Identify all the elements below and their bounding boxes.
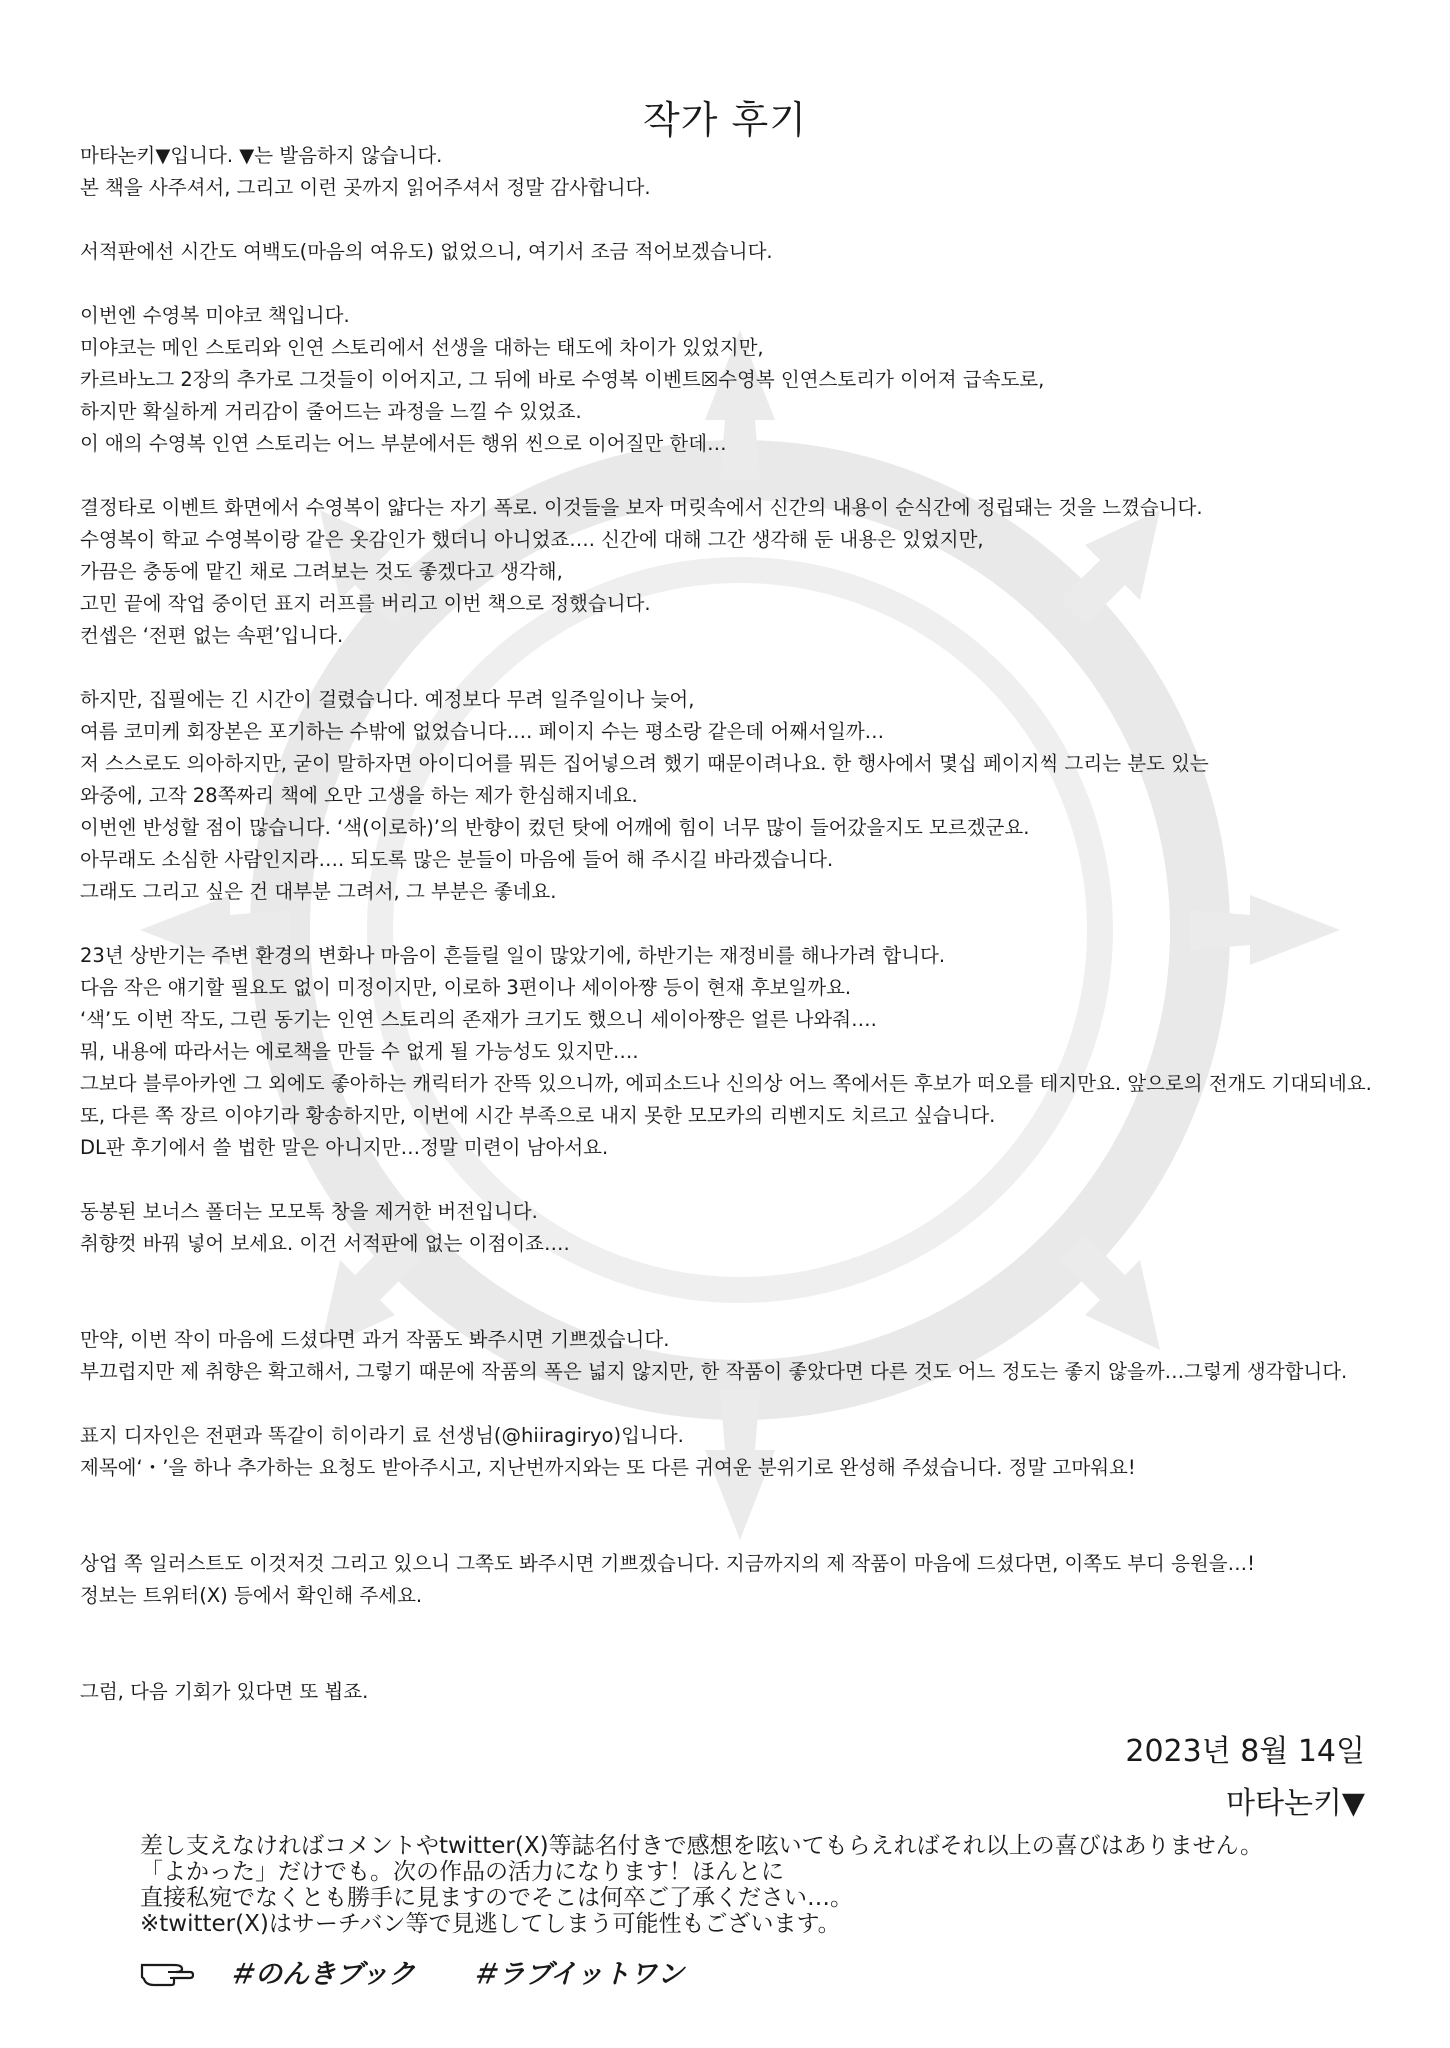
text-line: 동봉된 보너스 폴더는 모모톡 창을 제거한 버전입니다. — [80, 1200, 538, 1223]
text-line: 컨셉은 ‘전편 없는 속편’입니다. — [80, 624, 344, 647]
text-line: 상업 쪽 일러스트도 이것저것 그리고 있으니 그쪽도 봐주시면 기쁘겠습니다. 지금까지의 제 작품이 마음에 드셨다면, 이쪽도 부디 응원을…! — [80, 1552, 1255, 1575]
text-line: 저 스스로도 의아하지만, 굳이 말하자면 아이디어를 뭐든 집어넣으려 했기 때문이려나요. 한 행사에서 몇십 페이지씩 그리는 분도 있는 — [80, 752, 1209, 775]
text-line: 하지만, 집필에는 긴 시간이 걸렸습니다. 예정보다 무려 일주일이나 늦어, — [80, 688, 695, 711]
note-line: ※twitter(X)はサーチバン等で見逃してしまう可能性もございます。 — [140, 1911, 841, 1937]
text-line: 아무래도 소심한 사람인지라…. 되도록 많은 분들이 마음에 들어 해 주시길 바라겠습니다. — [80, 848, 834, 871]
paragraph — [80, 300, 1400, 460]
text-line: 결정타로 이벤트 화면에서 수영복이 얇다는 자기 폭로. 이것들을 보자 머릿속에서 신간의 내용이 순식간에 정립돼는 것을 느꼈습니다. — [80, 496, 1203, 519]
text-line: 또, 다른 쪽 장르 이야기라 황송하지만, 이번에 시간 부족으로 내지 못한 모모카의 리벤지도 치르고 싶습니다. — [80, 1104, 996, 1127]
paragraph — [80, 940, 1400, 1164]
text-line: ‘색’도 이번 작도, 그린 동기는 인연 스토리의 존재가 크기도 했으니 세이아쨩은 얼른 나와줘…. — [80, 1008, 877, 1031]
text-line: 이 애의 수영복 인연 스토리는 어느 부분에서든 행위 씬으로 이어질만 한데… — [80, 432, 727, 455]
note-line: 「よかった」だけでも。次の作品の活力になります！ほんとに — [140, 1859, 784, 1885]
text-line: 이번엔 수영복 미야코 책입니다. — [80, 304, 350, 327]
note-line: 差し支えなければコメントやtwitter(X)等誌名付きで感想を呟いてもらえればそれ以上の喜びはありません。 — [140, 1833, 1263, 1859]
paragraph — [80, 140, 1400, 204]
text-line: DL판 후기에서 쓸 법한 말은 아니지만…정말 미련이 남아서요. — [80, 1136, 609, 1159]
text-line: 정보는 트위터(X) 등에서 확인해 주세요. — [80, 1584, 423, 1607]
text-line: 하지만 확실하게 거리감이 줄어드는 과정을 느낄 수 있었죠. — [80, 400, 582, 423]
pointing-hand-icon — [140, 1957, 194, 1987]
text-line: 가끔은 충동에 맡긴 채로 그려보는 것도 좋겠다고 생각해, — [80, 560, 563, 583]
text-line: 본 책을 사주셔서, 그리고 이런 곳까지 읽어주셔서 정말 감사합니다. — [80, 176, 651, 199]
hashtag-link[interactable]: ＃のんきブック — [228, 1959, 416, 1990]
text-line: 다음 작은 얘기할 필요도 없이 미정이지만, 이로하 3편이나 세이아쨩 등이 현재 후보일까요. — [80, 976, 852, 999]
paragraph — [80, 684, 1400, 908]
text-line: 마타논키▼입니다. ▼는 발음하지 않습니다. — [80, 144, 443, 167]
hashtag-row — [140, 1952, 706, 1991]
text-line: 그보다 블루아카엔 그 외에도 좋아하는 캐릭터가 잔뜩 있으니까, 에피소드나 신의상 어느 쪽에서든 후보가 떠오를 테지만요. 앞으로의 전개도 기대되네요. — [80, 1072, 1372, 1095]
text-line: 부끄럽지만 제 취향은 확고해서, 그렇기 때문에 작품의 폭은 넓지 않지만, 한 작품이 좋았다면 다른 것도 어느 정도는 좋지 않을까…그렇게 생각합니다. — [80, 1360, 1348, 1383]
text-line: 미야코는 메인 스토리와 인연 스토리에서 선생을 대하는 태도에 차이가 있었지만, — [80, 336, 764, 359]
paragraph — [80, 1548, 1400, 1612]
page-title: 작가 후기 — [643, 98, 807, 143]
text-line: 만약, 이번 작이 마음에 드셨다면 과거 작품도 봐주시면 기쁘겠습니다. — [80, 1328, 670, 1351]
author-name: 마타논키▼ — [1226, 1786, 1365, 1821]
paragraph — [80, 1420, 1400, 1484]
text-line: 제목에‘・’을 하나 추가하는 요청도 받아주시고, 지난번까지와는 또 다른 귀여운 분위기로 완성해 주셨습니다. 정말 고마워요! — [80, 1456, 1136, 1479]
paragraph — [80, 1324, 1400, 1388]
text-line: 23년 상반기는 주변 환경의 변화나 마음이 흔들릴 일이 많았기에, 하반기는 재정비를 해나가려 합니다. — [80, 944, 946, 967]
paragraph — [80, 1676, 1400, 1708]
paragraph — [80, 1196, 1400, 1260]
date: 2023년 8월 14일 — [1125, 1734, 1365, 1769]
afterword-body — [80, 140, 1400, 1740]
paragraph — [80, 236, 1400, 268]
text-line: 뭐, 내용에 따라서는 에로책을 만들 수 없게 될 가능성도 있지만…. — [80, 1040, 639, 1063]
text-line: 고민 끝에 작업 중이던 표지 러프를 버리고 이번 책으로 정했습니다. — [80, 592, 651, 615]
hashtag-link[interactable]: ＃ラブイットワン — [471, 1959, 685, 1990]
text-line: 서적판에선 시간도 여백도(마음의 여유도) 없었으니, 여기서 조금 적어보겠습니다. — [80, 240, 773, 263]
text-line: 카르바노그 2장의 추가로 그것들이 이어지고, 그 뒤에 바로 수영복 이벤트☒수영복 인연스토리가 이어져 급속도로, — [80, 368, 1045, 391]
japanese-note — [140, 1833, 1263, 1937]
text-line: 그래도 그리고 싶은 건 대부분 그려서, 그 부분은 좋네요. — [80, 880, 557, 903]
text-line: 여름 코미케 회장본은 포기하는 수밖에 없었습니다…. 페이지 수는 평소랑 같은데 어째서일까… — [80, 720, 885, 743]
text-line: 이번엔 반성할 점이 많습니다. ‘색(이로하)’의 반향이 컸던 탓에 어깨에 힘이 너무 많이 들어갔을지도 모르겠군요. — [80, 816, 1030, 839]
signoff — [1125, 1726, 1365, 1830]
text-line: 수영복이 학교 수영복이랑 같은 옷감인가 했더니 아니었죠…. 신간에 대해 그간 생각해 둔 내용은 있었지만, — [80, 528, 984, 551]
text-line: 와중에, 고작 28쪽짜리 책에 오만 고생을 하는 제가 한심해지네요. — [80, 784, 638, 807]
text-line: 그럼, 다음 기회가 있다면 또 뵙죠. — [80, 1680, 369, 1703]
text-line: 취향껏 바꿔 넣어 보세요. 이건 서적판에 없는 이점이죠…. — [80, 1232, 570, 1255]
note-line: 直接私宛でなくとも勝手に見ますのでそこは何卒ご了承ください…。 — [140, 1885, 853, 1911]
text-line: 표지 디자인은 전편과 똑같이 히이라기 료 선생님(@hiiragiryo)입니다. — [80, 1424, 684, 1447]
paragraph — [80, 492, 1400, 652]
